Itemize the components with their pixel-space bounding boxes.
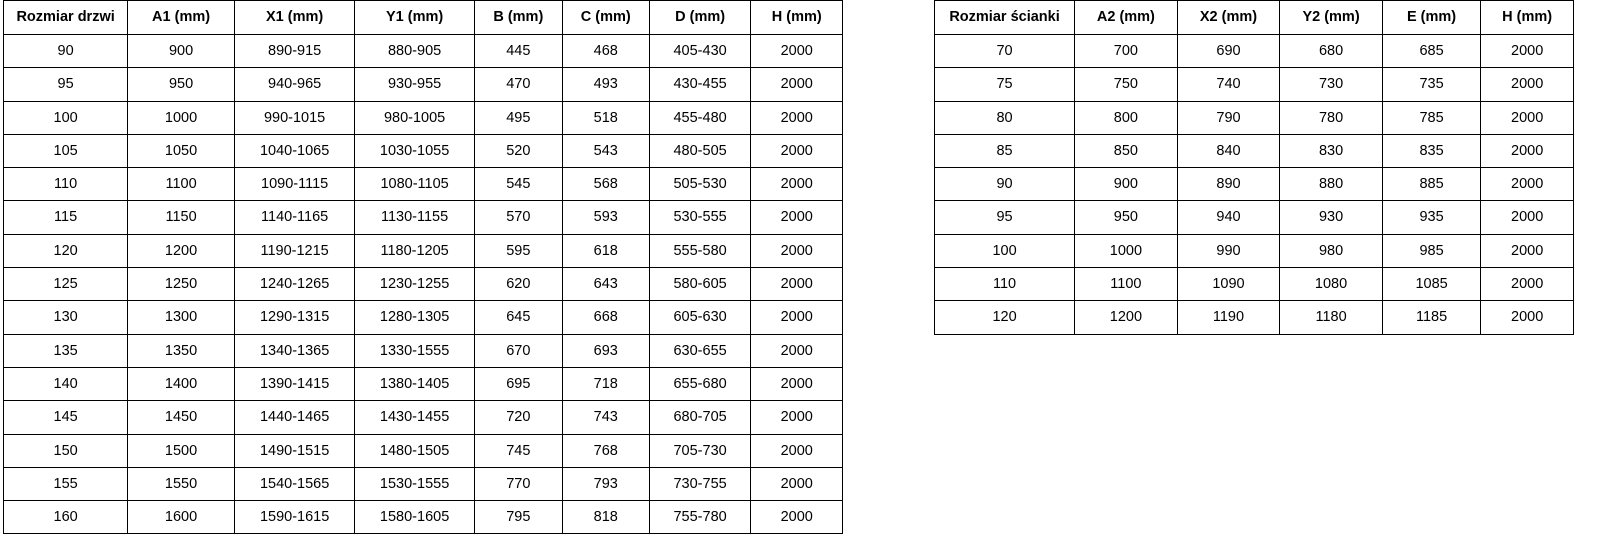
cell: 900 [128,35,235,68]
cell: 518 [562,101,649,134]
cell: 1100 [1075,268,1178,301]
cell: 1590-1615 [234,501,354,534]
cell: 150 [4,434,128,467]
cell: 2000 [751,268,843,301]
cell: 75 [935,68,1075,101]
cell: 1450 [128,401,235,434]
cell: 930 [1280,201,1383,234]
cell: 680 [1280,35,1383,68]
cell: 1190-1215 [234,234,354,267]
cell: 890-915 [234,35,354,68]
cell: 620 [474,268,562,301]
cell: 840 [1177,134,1280,167]
table-row [4,434,843,467]
cell: 580-605 [649,268,751,301]
cell: 543 [562,134,649,167]
cell: 1050 [128,134,235,167]
table-row [935,268,1574,301]
cell: 930-955 [355,68,475,101]
table-row [4,467,843,500]
cell: 2000 [751,434,843,467]
cell: 90 [935,168,1075,201]
cell: 1340-1365 [234,334,354,367]
cell: 785 [1382,101,1480,134]
table-row [4,268,843,301]
table-row [4,168,843,201]
cell: 770 [474,467,562,500]
cell: 555-580 [649,234,751,267]
cell: 1290-1315 [234,301,354,334]
cell: 2000 [1481,68,1574,101]
cell: 743 [562,401,649,434]
doors-dimensions-table [3,0,843,534]
cell: 900 [1075,168,1178,201]
table-row [935,168,1574,201]
cell: 130 [4,301,128,334]
cell: 1580-1605 [355,501,475,534]
cell: 980 [1280,234,1383,267]
table-row [4,134,843,167]
cell: 768 [562,434,649,467]
cell: 595 [474,234,562,267]
cell: 1530-1555 [355,467,475,500]
cell: 1240-1265 [234,268,354,301]
table-row [935,201,1574,234]
cell: 468 [562,35,649,68]
cell: 735 [1382,68,1480,101]
cell: 115 [4,201,128,234]
cell: 2000 [1481,101,1574,134]
cell: 990 [1177,234,1280,267]
column-header-y1: Y1 (mm) [355,1,475,35]
cell: 950 [1075,201,1178,234]
cell: 1090-1115 [234,168,354,201]
table-row [4,35,843,68]
cell: 750 [1075,68,1178,101]
cell: 740 [1177,68,1280,101]
cell: 110 [935,268,1075,301]
cell: 110 [4,168,128,201]
cell: 940 [1177,201,1280,234]
column-header-d: D (mm) [649,1,751,35]
cell: 2000 [1481,301,1574,334]
cell: 1400 [128,367,235,400]
cell: 780 [1280,101,1383,134]
cell: 2000 [751,234,843,267]
cell: 643 [562,268,649,301]
cell: 1480-1505 [355,434,475,467]
table-header-row [4,1,843,35]
cell: 1180 [1280,301,1383,334]
table-row [4,201,843,234]
cell: 2000 [751,168,843,201]
cell: 1030-1055 [355,134,475,167]
cell: 455-480 [649,101,751,134]
table-row [4,367,843,400]
cell: 850 [1075,134,1178,167]
cell: 940-965 [234,68,354,101]
table-row [4,301,843,334]
cell: 2000 [751,134,843,167]
cell: 655-680 [649,367,751,400]
cell: 618 [562,234,649,267]
table-row [4,234,843,267]
cell: 818 [562,501,649,534]
cell: 1280-1305 [355,301,475,334]
cell: 1330-1555 [355,334,475,367]
table-row [935,101,1574,134]
cell: 2000 [751,301,843,334]
cell: 520 [474,134,562,167]
cell: 990-1015 [234,101,354,134]
cell: 430-455 [649,68,751,101]
cell: 685 [1382,35,1480,68]
cell: 2000 [1481,134,1574,167]
cell: 1040-1065 [234,134,354,167]
cell: 495 [474,101,562,134]
cell: 568 [562,168,649,201]
cell: 100 [4,101,128,134]
cell: 95 [4,68,128,101]
column-header-a1: A1 (mm) [128,1,235,35]
cell: 140 [4,367,128,400]
column-header-h: H (mm) [1481,1,1574,35]
cell: 670 [474,334,562,367]
cell: 445 [474,35,562,68]
table-row [935,234,1574,267]
cell: 405-430 [649,35,751,68]
table-row [935,134,1574,167]
table-row [4,334,843,367]
cell: 480-505 [649,134,751,167]
cell: 1140-1165 [234,201,354,234]
cell: 100 [935,234,1075,267]
cell: 2000 [751,101,843,134]
cell: 2000 [751,467,843,500]
column-header-c: C (mm) [562,1,649,35]
cell: 718 [562,367,649,400]
cell: 155 [4,467,128,500]
table-row [935,301,1574,334]
cell: 1200 [128,234,235,267]
cell: 680-705 [649,401,751,434]
cell: 160 [4,501,128,534]
cell: 2000 [1481,234,1574,267]
cell: 2000 [1481,168,1574,201]
cell: 890 [1177,168,1280,201]
cell: 593 [562,201,649,234]
cell: 1080-1105 [355,168,475,201]
cell: 935 [1382,201,1480,234]
cell: 720 [474,401,562,434]
cell: 1500 [128,434,235,467]
cell: 885 [1382,168,1480,201]
cell: 605-630 [649,301,751,334]
wall-dimensions-table [934,0,1574,335]
cell: 745 [474,434,562,467]
cell: 730 [1280,68,1383,101]
cell: 1085 [1382,268,1480,301]
cell: 570 [474,201,562,234]
column-header-y2: Y2 (mm) [1280,1,1383,35]
cell: 695 [474,367,562,400]
wall-table-header [935,1,1574,35]
cell: 1390-1415 [234,367,354,400]
table-row [4,501,843,534]
column-header-x2: X2 (mm) [1177,1,1280,35]
cell: 70 [935,35,1075,68]
cell: 1490-1515 [234,434,354,467]
cell: 1200 [1075,301,1178,334]
cell: 630-655 [649,334,751,367]
cell: 1190 [1177,301,1280,334]
cell: 90 [4,35,128,68]
cell: 2000 [1481,268,1574,301]
cell: 1600 [128,501,235,534]
cell: 1150 [128,201,235,234]
cell: 690 [1177,35,1280,68]
cell: 135 [4,334,128,367]
column-header-a2: A2 (mm) [1075,1,1178,35]
cell: 1550 [128,467,235,500]
table-header-row [935,1,1574,35]
cell: 835 [1382,134,1480,167]
cell: 1350 [128,334,235,367]
cell: 1130-1155 [355,201,475,234]
cell: 985 [1382,234,1480,267]
cell: 80 [935,101,1075,134]
cell: 2000 [1481,201,1574,234]
cell: 2000 [751,401,843,434]
cell: 2000 [751,201,843,234]
cell: 950 [128,68,235,101]
table-row [4,68,843,101]
wall-table-body [935,35,1574,335]
cell: 125 [4,268,128,301]
cell: 120 [935,301,1075,334]
cell: 2000 [1481,35,1574,68]
cell: 1430-1455 [355,401,475,434]
cell: 105 [4,134,128,167]
cell: 1080 [1280,268,1383,301]
cell: 693 [562,334,649,367]
cell: 730-755 [649,467,751,500]
cell: 2000 [751,501,843,534]
cell: 880 [1280,168,1383,201]
cell: 145 [4,401,128,434]
cell: 2000 [751,68,843,101]
column-header-b: B (mm) [474,1,562,35]
table-row [935,68,1574,101]
cell: 1185 [1382,301,1480,334]
cell: 2000 [751,35,843,68]
cell: 545 [474,168,562,201]
wall-table-block [934,0,1574,335]
table-row [4,401,843,434]
cell: 530-555 [649,201,751,234]
cell: 470 [474,68,562,101]
column-header-rozmiar-scianki: Rozmiar ścianki [935,1,1075,35]
cell: 505-530 [649,168,751,201]
cell: 800 [1075,101,1178,134]
cell: 1000 [128,101,235,134]
cell: 1540-1565 [234,467,354,500]
column-header-rozmiar-drzwi: Rozmiar drzwi [4,1,128,35]
table-row [4,101,843,134]
cell: 830 [1280,134,1383,167]
cell: 793 [562,467,649,500]
cell: 2000 [751,334,843,367]
cell: 1300 [128,301,235,334]
cell: 790 [1177,101,1280,134]
doors-table-body [4,35,843,534]
cell: 1380-1405 [355,367,475,400]
column-header-x1: X1 (mm) [234,1,354,35]
cell: 95 [935,201,1075,234]
table-row [935,35,1574,68]
cell: 700 [1075,35,1178,68]
cell: 1440-1465 [234,401,354,434]
doors-table-block [3,0,843,534]
column-header-e: E (mm) [1382,1,1480,35]
cell: 795 [474,501,562,534]
doors-table-header [4,1,843,35]
cell: 1090 [1177,268,1280,301]
cell: 1100 [128,168,235,201]
cell: 1000 [1075,234,1178,267]
cell: 2000 [751,367,843,400]
cell: 755-780 [649,501,751,534]
cell: 1180-1205 [355,234,475,267]
cell: 1230-1255 [355,268,475,301]
cell: 668 [562,301,649,334]
cell: 645 [474,301,562,334]
cell: 120 [4,234,128,267]
cell: 493 [562,68,649,101]
cell: 85 [935,134,1075,167]
cell: 880-905 [355,35,475,68]
column-header-h: H (mm) [751,1,843,35]
cell: 980-1005 [355,101,475,134]
cell: 1250 [128,268,235,301]
cell: 705-730 [649,434,751,467]
